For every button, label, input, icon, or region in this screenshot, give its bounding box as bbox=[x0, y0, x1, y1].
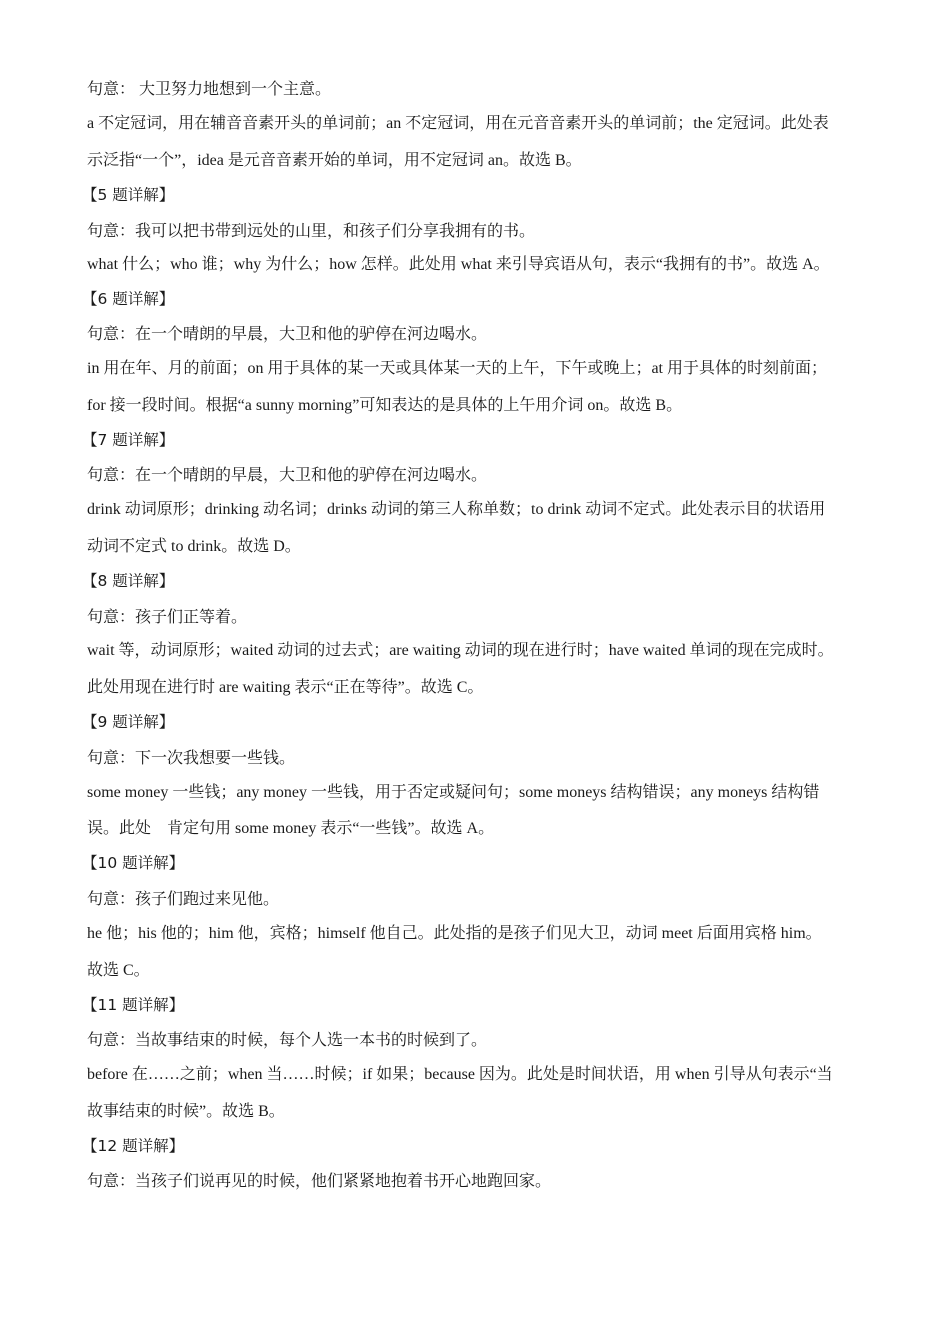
text-line: some money 一些钱；any money 一些钱，用于否定或疑问句；some moneys 结构错误；any moneys 结构错 bbox=[87, 784, 820, 801]
text-line: 句意：孩子们正等着。 bbox=[87, 609, 248, 626]
text-line: a 不定冠词，用在辅音音素开头的单词前；an 不定冠词，用在元音音素开头的单词前；the 定冠词。此处表 bbox=[87, 115, 829, 132]
section-heading: 【8 题详解】 bbox=[82, 572, 175, 590]
text-line: 句意：在一个晴朗的早晨，大卫和他的驴停在河边喝水。 bbox=[87, 326, 488, 343]
text-line: 句意：下一次我想要一些钱。 bbox=[87, 750, 296, 767]
section-heading: 【7 题详解】 bbox=[82, 431, 175, 449]
text-line: 句意： 大卫努力地想到一个主意。 bbox=[87, 81, 332, 98]
section-heading: 【6 题详解】 bbox=[82, 290, 175, 308]
text-line: he 他；his 他的；him 他，宾格；himself 他自己。此处指的是孩子们见大卫，动词 meet 后面用宾格 him。 bbox=[87, 925, 822, 942]
section-heading: 【5 题详解】 bbox=[82, 186, 175, 204]
text-line: in 用在年、月的前面；on 用于具体的某一天或具体某一天的上午，下午或晚上；at 用于具体的时刻前面； bbox=[87, 360, 827, 377]
text-line: 示泛指“一个”，idea 是元音音素开始的单词，用不定冠词 an。故选 B。 bbox=[87, 152, 582, 169]
text-line: what 什么；who 谁；why 为什么；how 怎样。此处用 what 来引导宾语从句，表示“我拥有的书”。故选 A。 bbox=[87, 256, 830, 273]
text-line: 句意：在一个晴朗的早晨，大卫和他的驴停在河边喝水。 bbox=[87, 467, 488, 484]
text-line: 动词不定式 to drink。故选 D。 bbox=[87, 538, 301, 555]
text-line: 故选 C。 bbox=[87, 962, 150, 979]
text-line: 句意：当故事结束的时候，每个人选一本书的时候到了。 bbox=[87, 1032, 488, 1049]
text-line: 故事结束的时候”。故选 B。 bbox=[87, 1103, 285, 1120]
section-heading: 【12 题详解】 bbox=[82, 1137, 185, 1155]
text-line: wait 等，动词原形；waited 动词的过去式；are waiting 动词的现在进行时；have waited 单词的现在完成时。 bbox=[87, 642, 834, 659]
text-line: for 接一段时间。根据“a sunny morning”可知表达的是具体的上午用介词 on。故选 B。 bbox=[87, 397, 683, 414]
text-line: before 在……之前；when 当……时候；if 如果；because 因为。此处是时间状语，用 when 引导从句表示“当 bbox=[87, 1066, 833, 1083]
text-line: 句意：孩子们跑过来见他。 bbox=[87, 891, 280, 908]
section-heading: 【10 题详解】 bbox=[82, 854, 185, 872]
section-heading: 【11 题详解】 bbox=[82, 996, 185, 1014]
text-line: 误。此处 肯定句用 some money 表示“一些钱”。故选 A。 bbox=[87, 820, 495, 837]
text-line: drink 动词原形；drinking 动名词；drinks 动词的第三人称单数；to drink 动词不定式。此处表示目的状语用 bbox=[87, 501, 826, 518]
text-line: 句意：当孩子们说再见的时候，他们紧紧地抱着书开心地跑回家。 bbox=[87, 1173, 552, 1190]
text-line: 句意：我可以把书带到远处的山里，和孩子们分享我拥有的书。 bbox=[87, 223, 536, 240]
section-heading: 【9 题详解】 bbox=[82, 713, 175, 731]
text-line: 此处用现在进行时 are waiting 表示“正在等待”。故选 C。 bbox=[87, 679, 484, 696]
